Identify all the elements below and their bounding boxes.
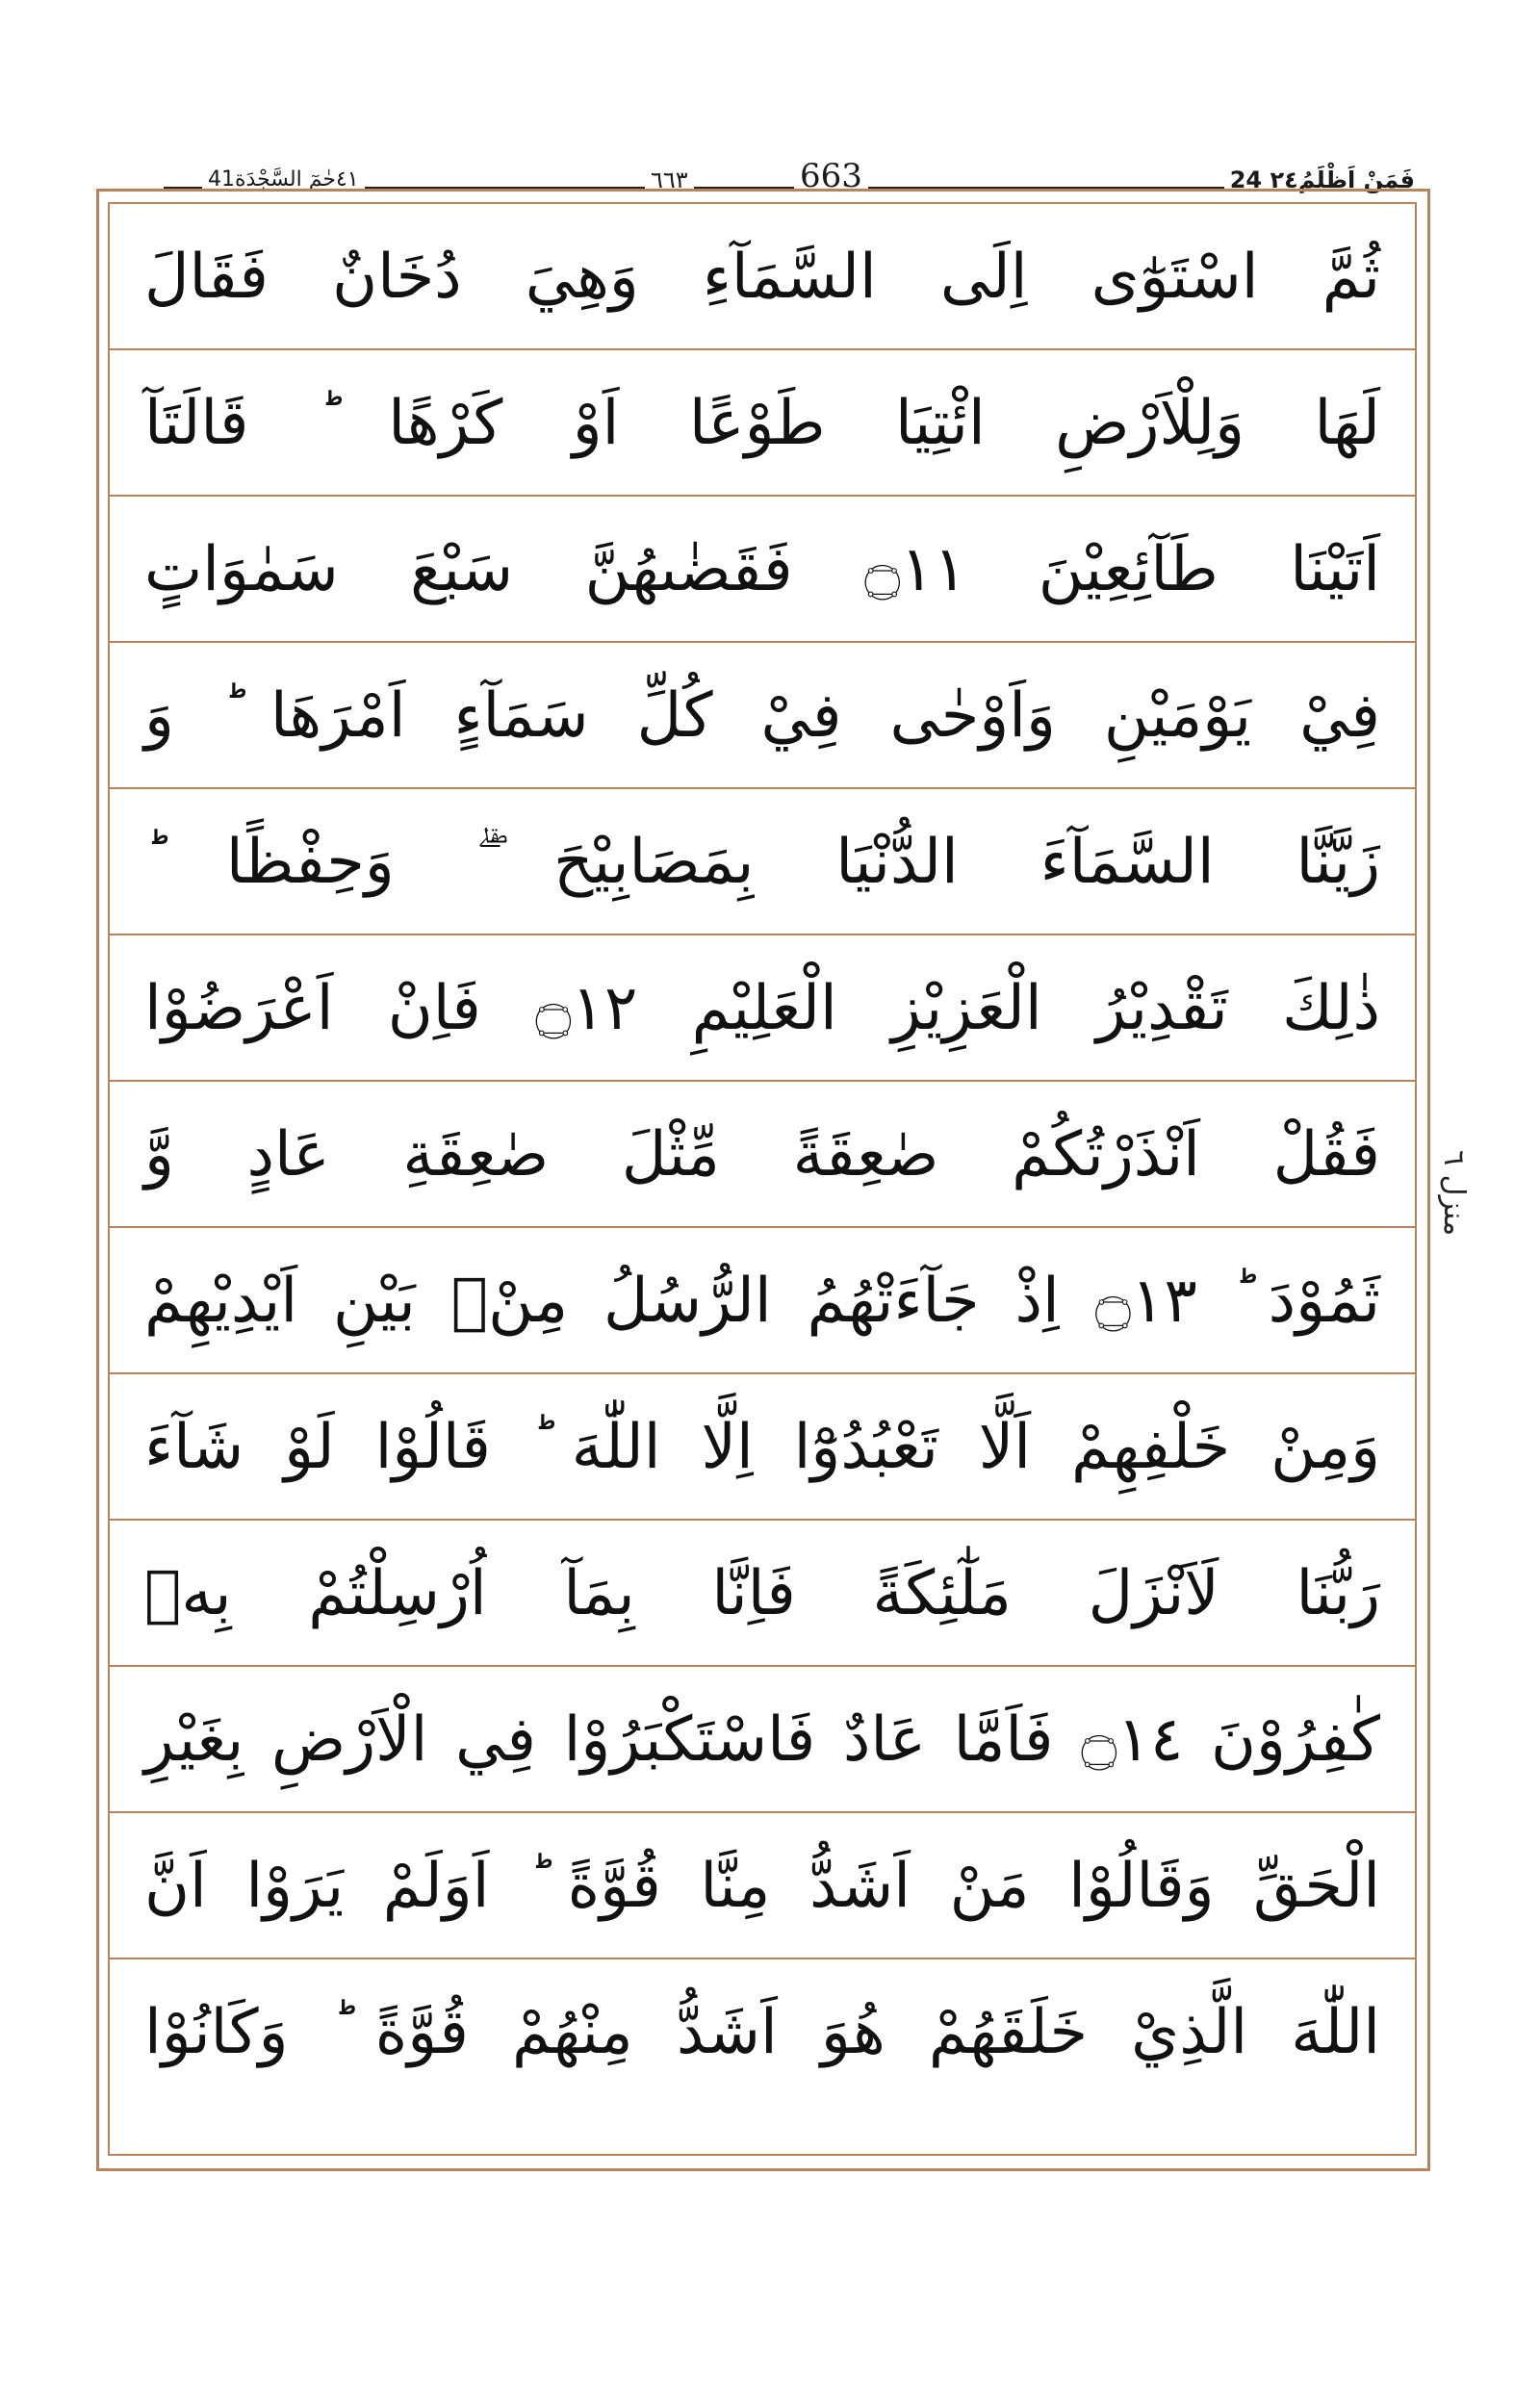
text-line: ثُمَّ اسْتَوٰٓى اِلَى السَّمَآءِ وَهِيَ دُخَانٌ فَقَالَ xyxy=(110,204,1415,350)
text-line: فَقُلْ اَنْذَرْتُكُمْ صٰعِقَةً مِّثْلَ صٰعِقَةِ عَادٍ وَّ xyxy=(110,1082,1415,1228)
text-line: زَيَّنَّا السَّمَآءَ الدُّنْيَا بِمَصَابِيْحَ ۖۗ وَحِفْظًا ؕ xyxy=(110,789,1415,935)
surah-name-label: ٤١حٰمٓ السَّجْدَة41 xyxy=(202,164,365,196)
text-line: اَتَيْنَا طَآئِعِيْنَ ۝١١ فَقَضٰىهُنَّ سَبْعَ سَمٰوَاتٍ xyxy=(110,497,1415,643)
text-line: وَمِنْ خَلْفِهِمْ اَلَّا تَعْبُدُوْٓا اِلَّا اللّٰهَ ؕ قَالُوْا لَوْ شَآءَ xyxy=(110,1374,1415,1521)
text-line: ثَمُوْدَ ؕ ۝١٣ اِذْ جَآءَتْهُمُ الرُّسُلُ مِنْۢ بَيْنِ اَيْدِيْهِمْ xyxy=(110,1228,1415,1374)
manzil-marker: منزل ٦ xyxy=(1437,1150,1471,1237)
text-line: اللّٰهَ الَّذِيْ خَلَقَهُمْ هُوَ اَشَدُّ مِنْهُمْ قُوَّةً ؕ وَكَانُوْا xyxy=(144,1997,1380,2068)
text-line: لَهَا وَلِلْاَرْضِ ائْتِيَا طَوْعًا اَوْ كَرْهًا ؕ قَالَتَآ xyxy=(110,350,1415,497)
page-number-arabic: ٦٦٣ xyxy=(645,164,694,196)
text-line: فِيْ يَوْمَيْنِ وَاَوْحٰى فِيْ كُلِّ سَمَآءٍ اَمْرَهَا ؕ وَ xyxy=(110,643,1415,789)
page-number: 663 xyxy=(794,160,868,192)
quran-text-block xyxy=(110,204,1415,2154)
juz-name-label: 24 فَمَنْ اَظْلَمُ٢٤ xyxy=(1224,164,1421,196)
text-line: الْحَقِّ وَقَالُوْا مَنْ اَشَدُّ مِنَّا قُوَّةً ؕ اَوَلَمْ يَرَوْا اَنَّ xyxy=(110,1813,1415,1959)
text-line: رَبُّنَا لَاَنْزَلَ مَلٰٓئِكَةً فَاِنَّا بِمَآ اُرْسِلْتُمْ بِهٖ xyxy=(110,1521,1415,1667)
text-line: كٰفِرُوْنَ ۝١٤ فَاَمَّا عَادٌ فَاسْتَكْبَرُوْا فِي الْاَرْضِ بِغَيْرِ xyxy=(110,1667,1415,1813)
text-line: ذٰلِكَ تَقْدِيْرُ الْعَزِيْزِ الْعَلِيْمِ ۝١٢ فَاِنْ اَعْرَضُوْا xyxy=(110,935,1415,1082)
